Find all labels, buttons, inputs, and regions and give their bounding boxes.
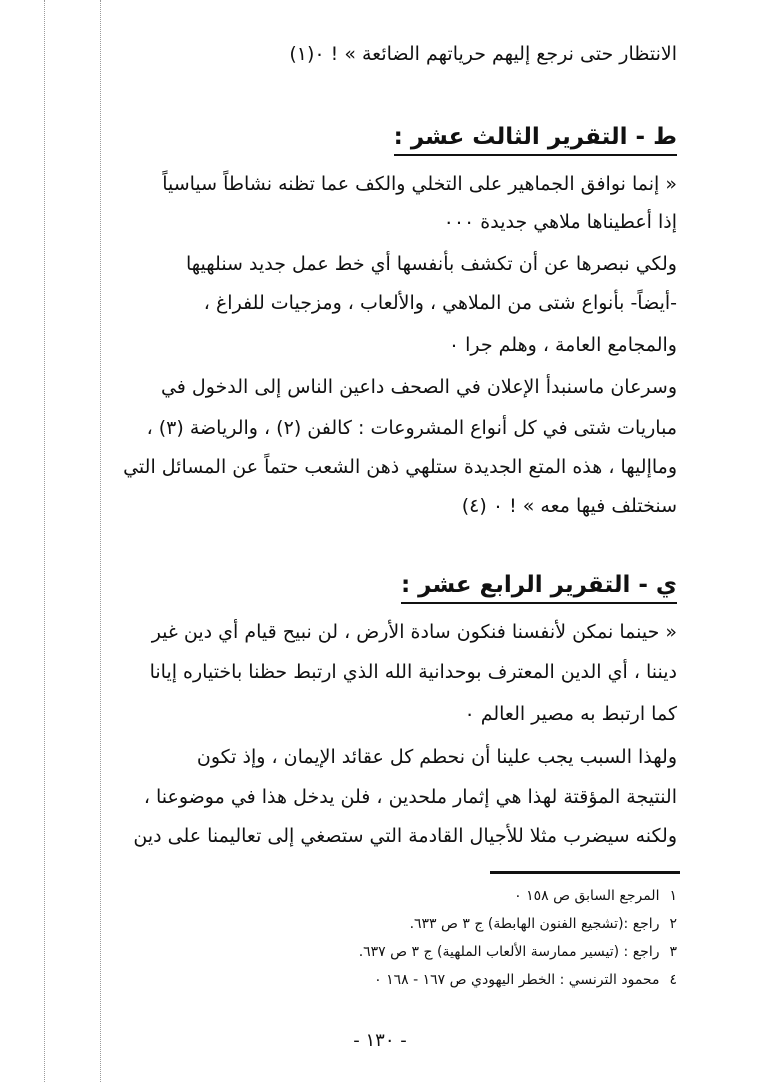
carried-over-line: الانتظار حتى نرجع إليهم حرياتهم الضائعة » ! ٠(١) <box>289 43 677 65</box>
footnote <box>359 942 677 962</box>
paragraph-line: ولهذا السبب يجب علينا أن نحطم كل عقائد الإيمان ، وإذ تكون <box>196 746 677 768</box>
binding-dotted-line <box>44 0 45 1082</box>
paragraph-line: « إنما نوافق الجماهير على التخلي والكف عما تظنه نشاطاً سياسياً <box>162 173 677 195</box>
footnote-number: ٢ <box>669 916 677 932</box>
paragraph-line: ولكي نبصرها عن أن تكشف بأنفسها أي خط عمل جديد سنلهيها <box>186 253 677 275</box>
paragraph-line: « حينما نمكن لأنفسنا فنكون سادة الأرض ، لن نبيح قيام أي دين غير <box>151 621 677 643</box>
section-heading-14: ي - التقرير الرابع عشر : <box>401 570 677 604</box>
footnote <box>374 970 677 990</box>
footnote-number: ٤ <box>669 972 677 988</box>
page-number: - ١٣٠ - <box>353 1030 407 1051</box>
paragraph-line: ولكنه سيضرب مثلا للأجيال القادمة التي ستصغي إلى تعاليمنا على دين <box>133 825 677 847</box>
paragraph-line: مباريات شتى في كل أنواع المشروعات : كالفن (٢) ، والرياضة (٣) ، <box>146 417 677 439</box>
footnote-text: المرجع السابق ص ١٥٨ ٠ <box>514 888 660 904</box>
paragraph-line: وسرعان ماسنبدأ الإعلان في الصحف داعين الناس إلى الدخول في <box>160 376 677 398</box>
binding-dotted-line <box>100 0 101 1082</box>
footnote <box>514 886 677 906</box>
paragraph-line: ديننا ، أي الدين المعترف بوحدانية الله الذي ارتبط حظنا باختياره إيانا <box>149 661 677 683</box>
paragraph-line: النتيجة المؤقتة لهذا هي إثمار ملحدين ، فلن يدخل هذا في موضوعنا ، <box>143 786 677 808</box>
footnote-text: راجع :(تشجيع الفنون الهابطة) ج ٣ ص ٦٣٣. <box>409 916 660 932</box>
paragraph-line: وماإليها ، هذه المتع الجديدة ستلهي ذهن الشعب حتماً عن المسائل التي <box>123 456 677 478</box>
paragraph-line: -أيضاً- بأنواع شتى من الملاهي ، والألعاب ، ومزجيات للفراغ ، <box>203 292 677 314</box>
footnote-number: ١ <box>669 888 677 904</box>
footnote-number: ٣ <box>669 944 677 960</box>
footnote-separator <box>490 871 680 874</box>
footnote-text: محمود الترنسي : الخطر اليهودي ص ١٦٧ - ١٦٨ ٠ <box>374 972 660 988</box>
paragraph-line: سنختلف فيها معه » ! ٠ (٤) <box>461 495 677 517</box>
paragraph-line: كما ارتبط به مصير العالم ٠ <box>464 703 677 725</box>
footnote <box>410 914 677 934</box>
footnote-text: راجع : (تيسير ممارسة الألعاب الملهية) ج ٣ ص ٦٣٧. <box>358 944 660 960</box>
paragraph-line: إذا أعطيناها ملاهي جديدة ٠٠٠ <box>443 211 677 233</box>
section-heading-13: ط - التقرير الثالث عشر : <box>394 122 677 156</box>
paragraph-line: والمجامع العامة ، وهلم جرا ٠ <box>448 334 677 356</box>
